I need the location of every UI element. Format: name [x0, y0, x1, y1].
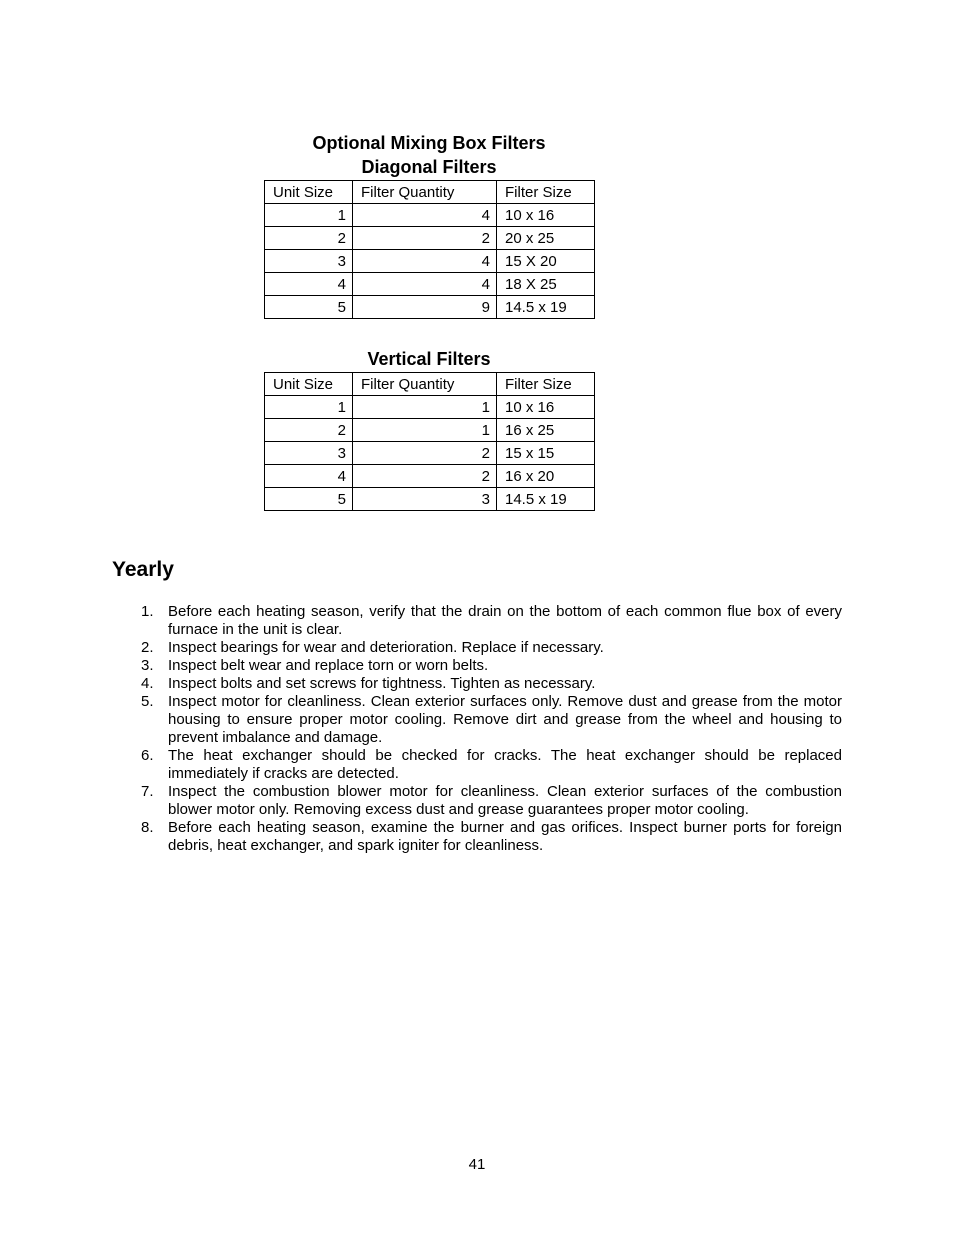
header-filter-size: Filter Size	[497, 373, 595, 396]
unit-size-cell: 5	[265, 488, 353, 511]
list-item-text: Inspect bolts and set screws for tightness. Tighten as necessary.	[168, 675, 596, 692]
list-item-text: Inspect bearings for wear and deterioration. Replace if necessary.	[168, 639, 604, 656]
yearly-maintenance-list	[141, 603, 842, 855]
unit-size-cell: 1	[265, 396, 353, 419]
filter-size-cell: 16 x 25	[497, 419, 595, 442]
list-item-text: Before each heating season, examine the burner and gas orifices. Inspect burner ports for foreign debris, heat exchanger, and spark igniter for cleanliness.	[168, 819, 842, 854]
list-item-number: 8.	[141, 819, 154, 836]
table-row	[265, 296, 595, 319]
filter-size-cell: 18 X 25	[497, 273, 595, 296]
filter-quantity-cell: 2	[353, 227, 497, 250]
table-row	[265, 204, 595, 227]
list-item	[141, 693, 842, 747]
table-row	[265, 465, 595, 488]
filter-quantity-cell: 2	[353, 465, 497, 488]
filter-quantity-cell: 4	[353, 273, 497, 296]
unit-size-cell: 3	[265, 250, 353, 273]
list-item-text: Inspect the combustion blower motor for cleanliness. Clean exterior surfaces of the combustion blower motor only. Removing excess dust and grease guarantees proper motor cooling.	[168, 783, 842, 818]
list-item-number: 3.	[141, 657, 154, 674]
header-unit-size: Unit Size	[265, 181, 353, 204]
table-header-row	[265, 181, 595, 204]
list-item	[141, 657, 842, 675]
yearly-heading: Yearly	[112, 558, 174, 581]
list-item-number: 4.	[141, 675, 154, 692]
vertical-filters-caption: Vertical Filters	[367, 349, 491, 369]
filter-size-cell: 14.5 x 19	[497, 488, 595, 511]
unit-size-cell: 4	[265, 273, 353, 296]
table-row	[265, 250, 595, 273]
list-item	[141, 603, 842, 639]
table-row	[265, 227, 595, 250]
table-row	[265, 273, 595, 296]
header-filter-size: Filter Size	[497, 181, 595, 204]
vertical-filters-table	[264, 372, 595, 511]
table-header-row	[265, 373, 595, 396]
filter-size-cell: 14.5 x 19	[497, 296, 595, 319]
filter-size-cell: 20 x 25	[497, 227, 595, 250]
filter-quantity-cell: 2	[353, 442, 497, 465]
list-item-text: Inspect belt wear and replace torn or worn belts.	[168, 657, 489, 674]
filter-size-cell: 15 x 15	[497, 442, 595, 465]
diagonal-filters-table	[264, 180, 595, 319]
unit-size-cell: 4	[265, 465, 353, 488]
list-item	[141, 783, 842, 819]
unit-size-cell: 1	[265, 204, 353, 227]
filters-title: Optional Mixing Box Filters	[312, 133, 546, 153]
filter-quantity-cell: 1	[353, 419, 497, 442]
list-item-text: The heat exchanger should be checked for cracks. The heat exchanger should be replaced immediately if cracks are detected.	[168, 747, 842, 782]
filter-size-cell: 10 x 16	[497, 204, 595, 227]
list-item-number: 5.	[141, 693, 154, 710]
unit-size-cell: 2	[265, 419, 353, 442]
unit-size-cell: 2	[265, 227, 353, 250]
filter-quantity-cell: 1	[353, 396, 497, 419]
diagonal-filters-caption: Diagonal Filters	[361, 157, 497, 177]
table-row	[265, 396, 595, 419]
list-item-number: 7.	[141, 783, 154, 800]
list-item	[141, 675, 842, 693]
list-item-text: Before each heating season, verify that the drain on the bottom of each common flue box of every furnace in the unit is clear.	[168, 603, 842, 638]
table-row	[265, 442, 595, 465]
header-unit-size: Unit Size	[265, 373, 353, 396]
table-row	[265, 419, 595, 442]
list-item-number: 6.	[141, 747, 154, 764]
filter-size-cell: 10 x 16	[497, 396, 595, 419]
list-item	[141, 747, 842, 783]
header-filter-quantity: Filter Quantity	[353, 373, 497, 396]
filter-size-cell: 16 x 20	[497, 465, 595, 488]
list-item-number: 2.	[141, 639, 154, 656]
filter-quantity-cell: 4	[353, 250, 497, 273]
filter-size-cell: 15 X 20	[497, 250, 595, 273]
unit-size-cell: 3	[265, 442, 353, 465]
list-item-text: Inspect motor for cleanliness. Clean exterior surfaces only. Remove dust and grease from the motor housing to ensure proper motor cooling. Remove dirt and grease from the wheel and housing to prevent imbalance and damage.	[168, 693, 842, 746]
table-row	[265, 488, 595, 511]
page-number: 41	[468, 1156, 486, 1173]
filter-quantity-cell: 4	[353, 204, 497, 227]
filter-quantity-cell: 3	[353, 488, 497, 511]
list-item	[141, 639, 842, 657]
list-item-number: 1.	[141, 603, 154, 620]
list-item	[141, 819, 842, 855]
unit-size-cell: 5	[265, 296, 353, 319]
filter-quantity-cell: 9	[353, 296, 497, 319]
header-filter-quantity: Filter Quantity	[353, 181, 497, 204]
